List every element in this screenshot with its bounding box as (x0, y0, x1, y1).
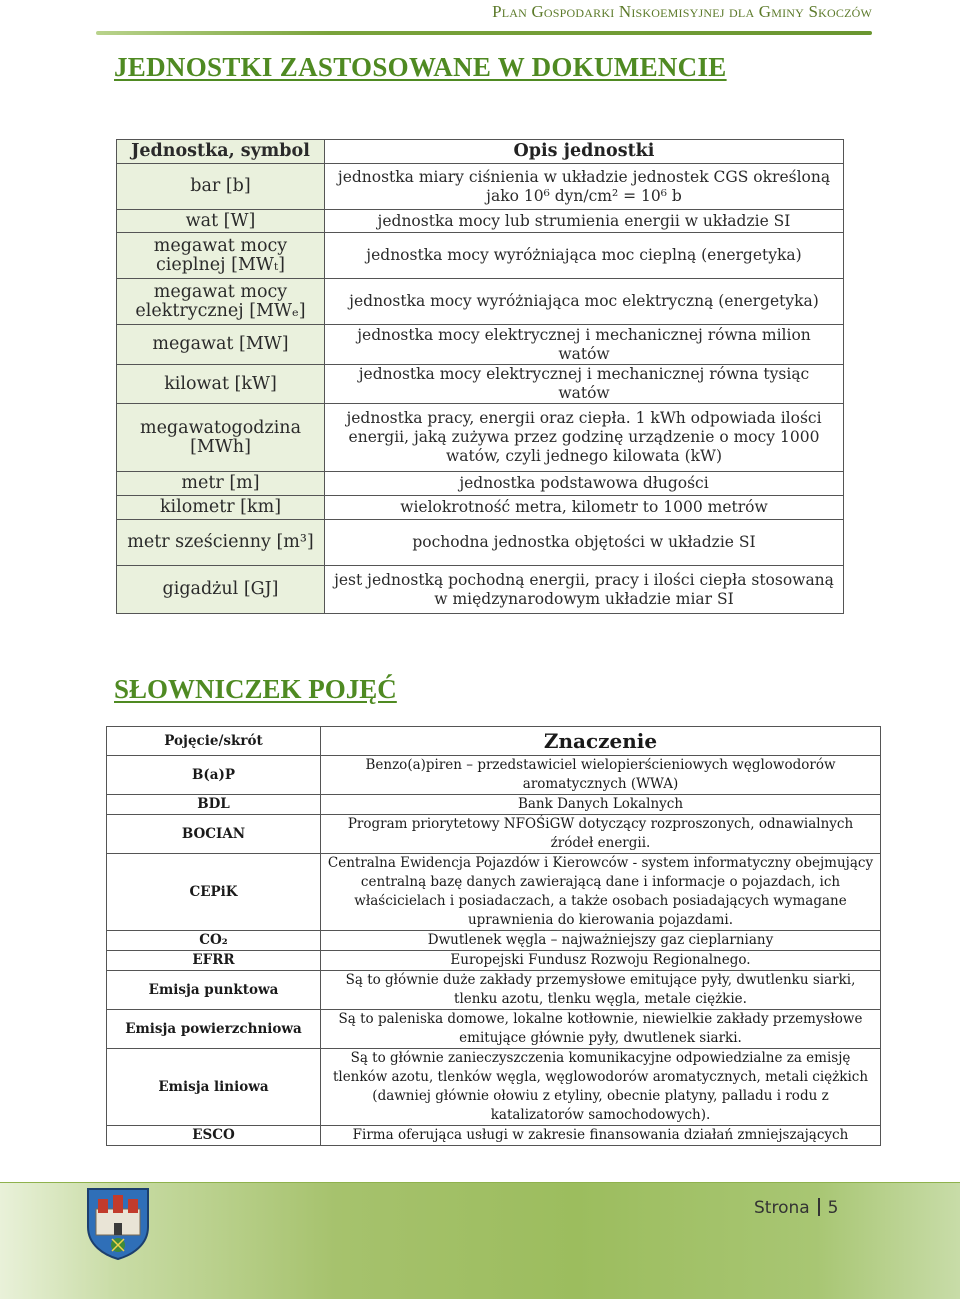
meaning-cell: Są to paleniska domowe, lokalne kotłownie, niewielkie zakłady przemysłowe emitujące głównie pyły, dwutlenek siarki. (321, 1010, 881, 1049)
term-cell: CEPiK (107, 854, 321, 931)
units-col-header-unit: Jednostka, symbol (117, 140, 325, 164)
meaning-cell: Są to głównie zanieczyszczenia komunikacyjne odpowiedzialne za emisję tlenków azotu, tlenków węgla, węglowodorów aromatycznych, metali ciężkich (dawniej głównie ołowiu z etyliny, obecnie platyny, palladu i rodu z katalizatorów samochodowych). (321, 1049, 881, 1126)
table-row (117, 472, 844, 496)
unit-cell: megawat mocy cieplnej [MWₜ] (117, 233, 325, 279)
table-row (117, 325, 844, 365)
unit-cell: megawat [MW] (117, 325, 325, 365)
table-row (117, 566, 844, 614)
glossary-col-header-meaning: Znaczenie (321, 727, 881, 756)
meaning-cell: Program priorytetowy NFOŚiGW dotyczący rozproszonych, odnawialnych źródeł energii. (321, 815, 881, 854)
page-number-label (754, 1198, 839, 1218)
table-row (107, 1049, 881, 1126)
unit-cell: megawatogodzina [MWh] (117, 404, 325, 472)
unit-cell: metr [m] (117, 472, 325, 496)
meaning-cell: Centralna Ewidencja Pojazdów i Kierowców - system informatyczny obejmujący centralną bazę danych zawierającą dane i informacje o pojazdach, ich właścicielach i posiadaczach, a także osobach posiadających wymagane uprawnienia do kierowania pojazdami. (321, 854, 881, 931)
term-cell: B(a)P (107, 756, 321, 795)
term-cell: BOCIAN (107, 815, 321, 854)
document-header-title: Plan Gospodarki Niskoemisyjnej dla Gminy Skoczów (492, 2, 872, 21)
table-row (107, 854, 881, 931)
description-cell: jednostka mocy wyróżniająca moc elektryczną (energetyka) (325, 279, 844, 325)
page-number: 5 (827, 1198, 839, 1218)
description-cell: jednostka miary ciśnienia w układzie jednostek CGS określoną jako 10⁶ dyn/cm² = 10⁶ b (325, 164, 844, 210)
term-cell: Emisja punktowa (107, 971, 321, 1010)
unit-cell: bar [b] (117, 164, 325, 210)
table-row (117, 365, 844, 404)
table-row (117, 404, 844, 472)
description-cell: jednostka mocy elektrycznej i mechanicznej równa milion watów (325, 325, 844, 365)
table-row (117, 233, 844, 279)
table-row (117, 520, 844, 566)
units-col-header-description: Opis jednostki (325, 140, 844, 164)
description-cell: jednostka pracy, energii oraz ciepła. 1 kWh odpowiada ilości energii, jaką zużywa przez godzinę urządzenie o mocy 1000 watów, czyli jednego kilowata (kW) (325, 404, 844, 472)
meaning-cell: Firma oferująca usługi w zakresie finansowania działań zmniejszających (321, 1126, 881, 1146)
unit-cell: gigadżul [GJ] (117, 566, 325, 614)
term-cell: ESCO (107, 1126, 321, 1146)
table-row (107, 1010, 881, 1049)
term-cell: Emisja powierzchniowa (107, 1010, 321, 1049)
coat-of-arms-icon (86, 1187, 150, 1261)
table-row (107, 795, 881, 815)
description-cell: jednostka podstawowa długości (325, 472, 844, 496)
meaning-cell: Są to głównie duże zakłady przemysłowe emitujące pyły, dwutlenku siarki, tlenku azotu, tlenku węgla, metale ciężkie. (321, 971, 881, 1010)
header-rule (96, 31, 872, 35)
table-row (117, 279, 844, 325)
table-row (107, 815, 881, 854)
description-cell: wielokrotność metra, kilometr to 1000 metrów (325, 496, 844, 520)
units-table (116, 139, 844, 614)
meaning-cell: Benzo(a)piren – przedstawiciel wielopierścieniowych węglowodorów aromatycznych (WWA) (321, 756, 881, 795)
table-row (107, 1126, 881, 1146)
description-cell: pochodna jednostka objętości w układzie SI (325, 520, 844, 566)
unit-cell: kilowat [kW] (117, 365, 325, 404)
unit-cell: megawat mocy elektrycznej [MWₑ] (117, 279, 325, 325)
description-cell: jednostka mocy elektrycznej i mechanicznej równa tysiąc watów (325, 365, 844, 404)
term-cell: Emisja liniowa (107, 1049, 321, 1126)
glossary-table (106, 726, 881, 1146)
meaning-cell: Europejski Fundusz Rozwoju Regionalnego. (321, 951, 881, 971)
table-row (107, 931, 881, 951)
table-row (107, 971, 881, 1010)
meaning-cell: Bank Danych Lokalnych (321, 795, 881, 815)
unit-cell: metr sześcienny [m³] (117, 520, 325, 566)
page-word: Strona (754, 1198, 810, 1218)
description-cell: jednostka mocy wyróżniająca moc cieplną (energetyka) (325, 233, 844, 279)
glossary-section-heading: SŁOWNICZEK POJĘĆ (114, 674, 397, 704)
unit-cell: wat [W] (117, 210, 325, 233)
table-row (107, 756, 881, 795)
table-row (117, 496, 844, 520)
table-row (107, 951, 881, 971)
description-cell: jest jednostką pochodną energii, pracy i ilości ciepła stosowaną w międzynarodowym układzie miar SI (325, 566, 844, 614)
glossary-col-header-term: Pojęcie/skrót (107, 727, 321, 756)
meaning-cell: Dwutlenek węgla – najważniejszy gaz cieplarniany (321, 931, 881, 951)
page-separator (818, 1198, 820, 1216)
term-cell: EFRR (107, 951, 321, 971)
term-cell: BDL (107, 795, 321, 815)
description-cell: jednostka mocy lub strumienia energii w układzie SI (325, 210, 844, 233)
unit-cell: kilometr [km] (117, 496, 325, 520)
units-section-heading: JEDNOSTKI ZASTOSOWANE W DOKUMENCIE (114, 52, 727, 82)
term-cell: CO₂ (107, 931, 321, 951)
table-row (117, 210, 844, 233)
table-row (117, 164, 844, 210)
